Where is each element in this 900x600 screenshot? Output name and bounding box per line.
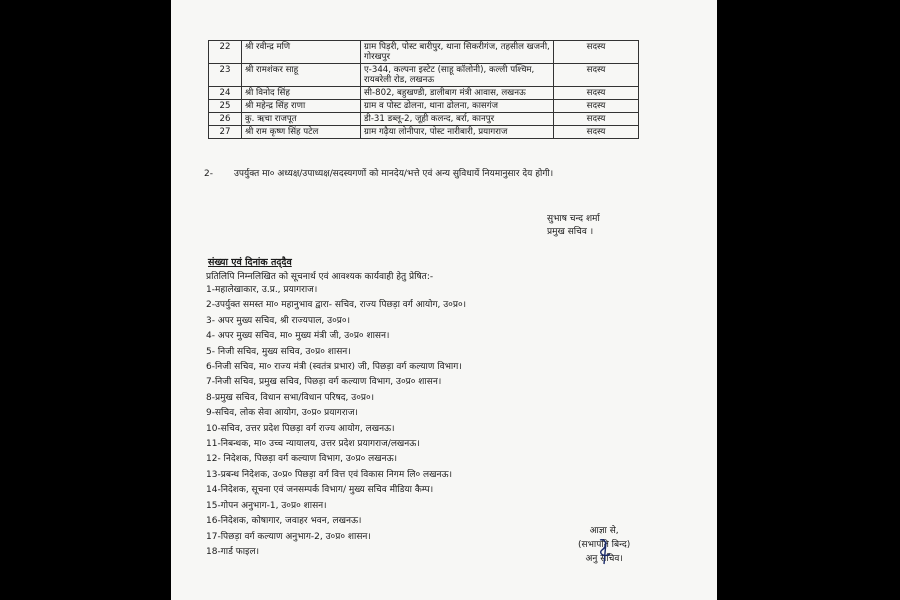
- copy-heading: संख्या एवं दिनांक तद्‌दैव: [208, 257, 292, 268]
- copy-recipient-item: 17-पिछड़ा वर्ग कल्याण अनुभाग-2, उ०प्र० शासन।: [206, 531, 371, 542]
- paragraph-number: 2-: [204, 169, 213, 179]
- table-row: [209, 41, 639, 64]
- row-number-cell: 26: [209, 113, 242, 126]
- row-number-cell: 22: [209, 41, 242, 64]
- member-address-cell: ग्राम गढ़ैया लोनीपार, पोस्ट नारीबारी, प्रयागराज: [361, 126, 554, 139]
- copy-recipient-item: 8-प्रमुख सचिव, विधान सभा/विधान परिषद, उ०प्र०।: [206, 392, 375, 403]
- copy-recipient-item: 7-निजी सचिव, प्रमुख सचिव, पिछड़ा वर्ग कल्याण विभाग, उ०प्र० शासन।: [206, 377, 442, 388]
- copy-recipient-item: 10-सचिव, उत्तर प्रदेश पिछड़ा वर्ग राज्य आयोग, लखनऊ।: [206, 423, 395, 434]
- copy-recipient-item: 14-निदेशक, सूचना एवं जनसम्पर्क विभाग/ मुख्य सचिव मीडिया कैम्प।: [206, 485, 434, 496]
- member-name-cell: श्री राम कृष्ण सिंह पटेल: [242, 126, 361, 139]
- member-name-cell: कु. ऋचा राजपूत: [242, 113, 361, 126]
- member-address-cell: ग्राम व पोस्ट ढोलना, थाना ढोलना, कासगंज: [361, 100, 554, 113]
- member-role-cell: सदस्य: [554, 100, 639, 113]
- member-name-cell: श्री महेन्द्र सिंह राणा: [242, 100, 361, 113]
- copy-intro: प्रतिलिपि निम्नलिखित को सूचनार्थ एवं आवश्यक कार्यवाही हेतु प्रेषित:-: [206, 272, 434, 282]
- table-row: [209, 64, 639, 87]
- copy-recipient-item: 1-महालेखाकार, उ.प्र., प्रयागराज।: [206, 285, 318, 295]
- signatory-designation: प्रमुख सचिव ।: [547, 227, 594, 237]
- row-number-cell: 27: [209, 126, 242, 139]
- copy-recipient-item: 5- निजी सचिव, मुख्य सचिव, उ०प्र० शासन।: [206, 346, 351, 357]
- copy-recipient-item: 16-निदेशक, कोषागार, जवाहर भवन, लखनऊ।: [206, 516, 362, 527]
- member-name-cell: श्री रामशंकर साहू: [242, 64, 361, 87]
- member-address-cell: ग्राम पिड़री, पोस्ट बारीपुर, थाना सिकरीगंज, तहसील खजनी, गोरखपुर: [361, 41, 554, 64]
- member-role-cell: सदस्य: [554, 87, 639, 100]
- under-secretary-signature: [578, 524, 630, 566]
- handwritten-signature: [592, 536, 622, 566]
- by-order-text: आज्ञा से,: [589, 526, 619, 536]
- row-number-cell: 25: [209, 100, 242, 113]
- paragraph-text: उपर्युक्त मा० अध्यक्ष/उपाध्यक्ष/सदस्यगणों को मानदेय/भत्ते एवं अन्य सुविधायें नियमानुसार देय होगी।: [234, 169, 554, 179]
- table-row: [209, 100, 639, 113]
- member-role-cell: सदस्य: [554, 41, 639, 64]
- member-address-cell: ए-344, कल्पना इस्टेट (साहू कॉलोनी), कल्ली पश्चिम, रायबरेली रोड, लखनऊ: [361, 64, 554, 87]
- member-role-cell: सदस्य: [554, 126, 639, 139]
- row-number-cell: 24: [209, 87, 242, 100]
- table-row: [209, 113, 639, 126]
- copy-recipient-item: 6-निजी सचिव, मा० राज्य मंत्री (स्वतंत्र प्रभार) जी, पिछड़ा वर्ग कल्याण विभाग।: [206, 362, 462, 373]
- row-number-cell: 23: [209, 64, 242, 87]
- principal-secretary-signature: [547, 213, 600, 239]
- copy-recipient-item: 12- निदेशक, पिछड़ा वर्ग कल्याण विभाग, उ०प्र० लखनऊ।: [206, 454, 398, 465]
- member-address-cell: डी-31 डब्लू-2, जूही कलन्द, बर्रा, कानपुर: [361, 113, 554, 126]
- document-page: [171, 0, 717, 600]
- copy-recipient-list: [206, 283, 466, 560]
- table-row: [209, 126, 639, 139]
- member-name-cell: श्री रवीन्द्र मणि: [242, 41, 361, 64]
- copy-recipient-item: 9-सचिव, लोक सेवा आयोग, उ०प्र० प्रयागराज।: [206, 408, 358, 419]
- signatory-designation: अनु सचिव।: [585, 554, 623, 564]
- copy-recipient-item: 4- अपर मुख्य सचिव, मा० मुख्य मंत्री जी, उ०प्र० शासन।: [206, 331, 390, 342]
- member-role-cell: सदस्य: [554, 113, 639, 126]
- signatory-name: (सभापति बिन्द): [578, 540, 631, 550]
- copy-recipient-item: 13-प्रबन्ध निदेशक, उ०प्र० पिछड़ा वर्ग वित्त एवं विकास निगम लि० लखनऊ।: [206, 469, 452, 480]
- signatory-name: सुभाष चन्द शर्मा: [547, 214, 600, 224]
- copy-recipient-item: 18-गार्ड फाइल।: [206, 546, 259, 557]
- member-role-cell: सदस्य: [554, 64, 639, 87]
- member-address-cell: सी-802, बहुखण्डी, डालीबाग मंत्री आवास, लखनऊ: [361, 87, 554, 100]
- copy-recipient-item: 2-उपर्युक्त समस्त मा० महानुभाव द्वारा- सचिव, राज्य पिछड़ा वर्ग आयोग, उ०प्र०।: [206, 300, 467, 311]
- copy-recipient-item: 3- अपर मुख्य सचिव, श्री राज्यपाल, उ०प्र०।: [206, 315, 350, 326]
- copy-recipient-item: 11-निबन्धक, मा० उच्च न्यायालय, उत्तर प्रदेश प्रयागराज/लखनऊ।: [206, 439, 420, 450]
- paragraph-2: [204, 168, 659, 181]
- members-table: [208, 40, 639, 139]
- table-row: [209, 87, 639, 100]
- member-name-cell: श्री विनोद सिंह: [242, 87, 361, 100]
- copy-recipient-item: 15-गोपन अनुभाग-1, उ०प्र० शासन।: [206, 500, 327, 511]
